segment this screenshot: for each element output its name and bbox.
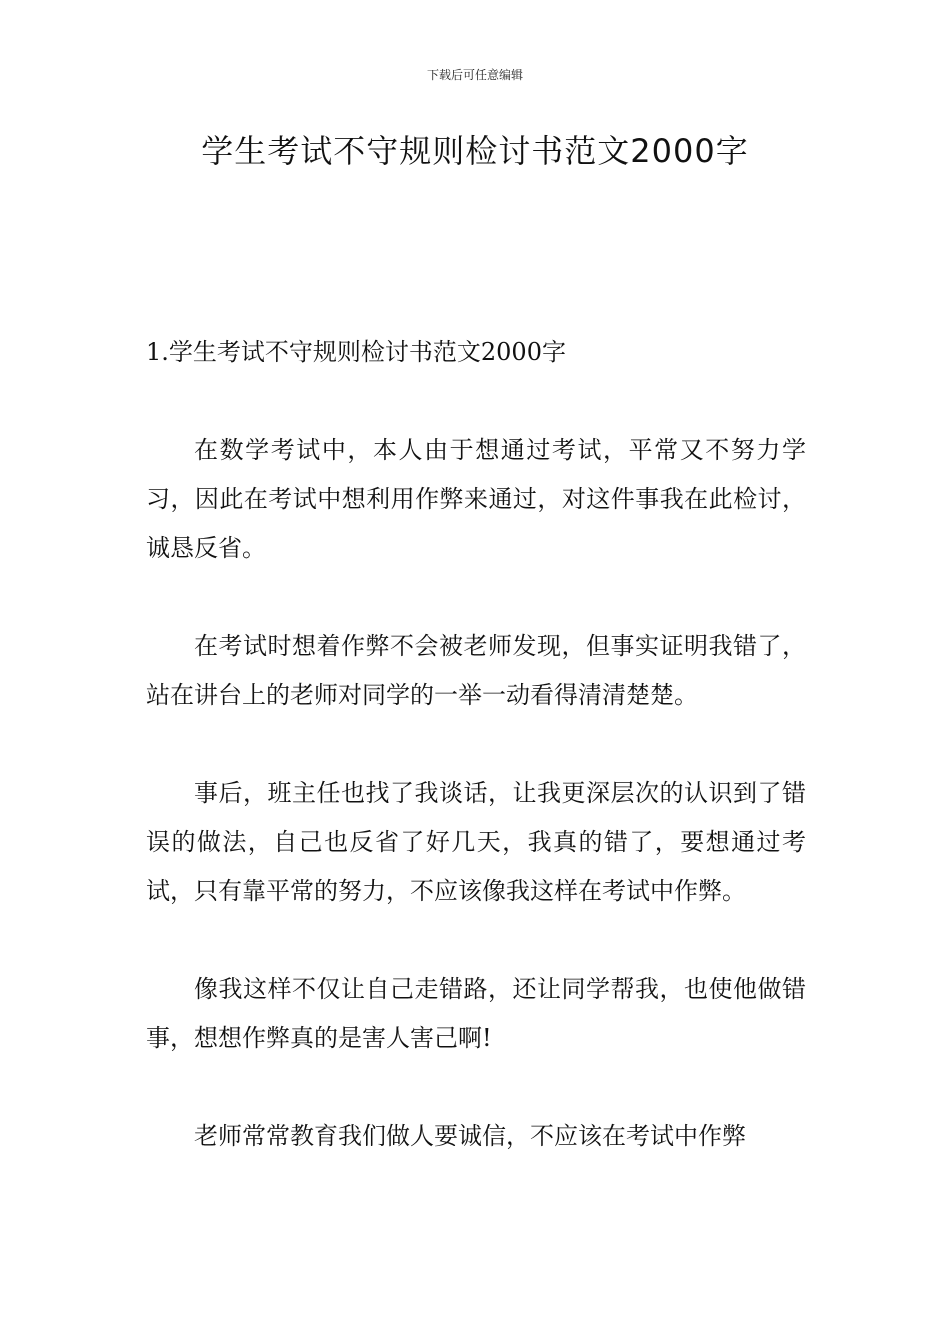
paragraph-3: 事后，班主任也找了我谈话，让我更深层次的认识到了错误的做法，自己也反省了好几天，我真的错了，要想通过考试，只有靠平常的努力，不应该像我这样在考试中作弊。 xyxy=(146,779,806,905)
paragraph-1: 在数学考试中，本人由于想通过考试，平常又不努力学习，因此在考试中想利用作弊来通过，对这件事我在此检讨，诚恳反省。 xyxy=(146,436,806,562)
document-body xyxy=(146,328,806,1210)
page-title: 学生考试不守规则检讨书范文2000字 xyxy=(201,132,749,170)
header-note: 下载后可任意编辑 xyxy=(426,68,523,82)
section-heading: 1.学生考试不守规则检讨书范文2000字 xyxy=(146,338,566,366)
paragraph-5: 老师常常教育我们做人要诚信，不应该在考试中作弊 xyxy=(194,1122,746,1150)
paragraph-4: 像我这样不仅让自己走错路，还让同学帮我，也使他做错事，想想作弊真的是害人害己啊! xyxy=(146,975,806,1052)
paragraph-2: 在考试时想着作弊不会被老师发现，但事实证明我错了，站在讲台上的老师对同学的一举一动看得清清楚楚。 xyxy=(146,632,806,709)
